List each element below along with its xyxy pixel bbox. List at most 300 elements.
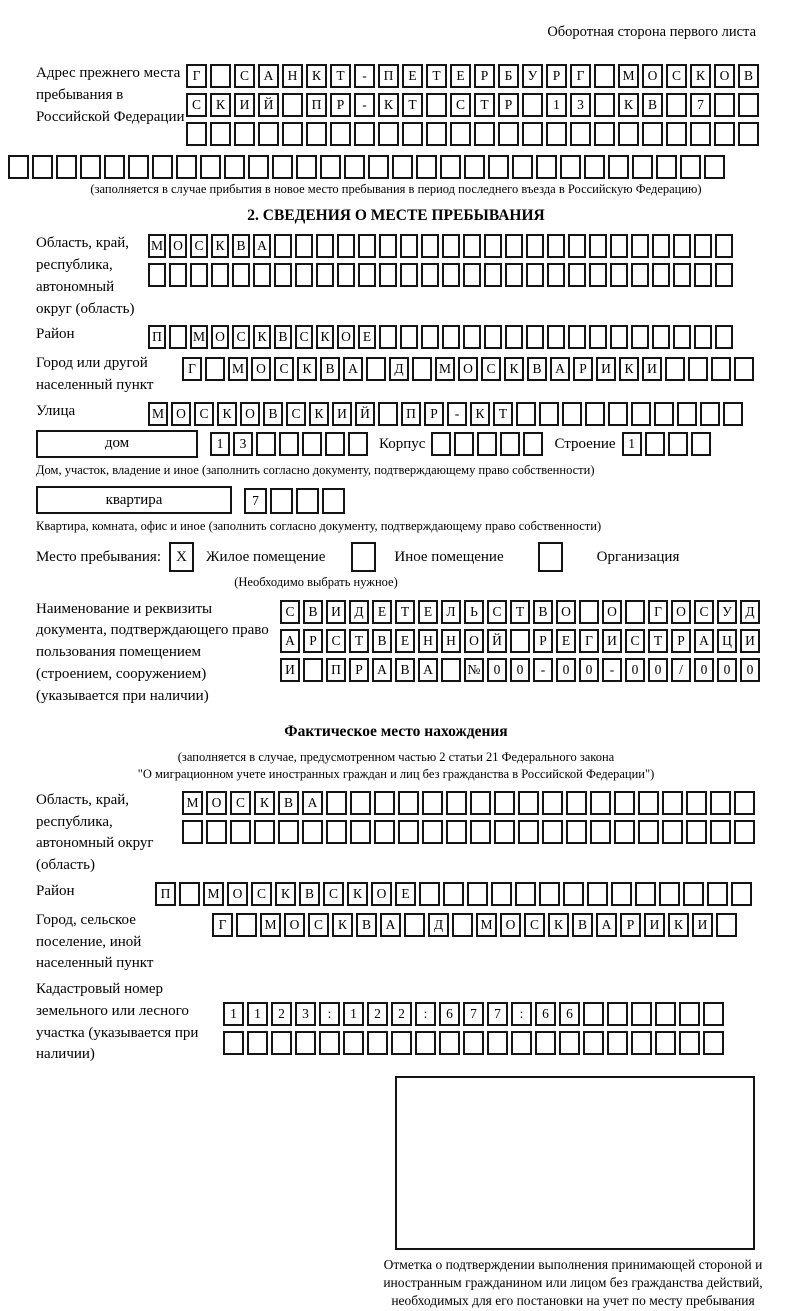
char-box[interactable]: [608, 155, 629, 179]
char-box[interactable]: [302, 432, 322, 456]
char-box[interactable]: М: [618, 64, 639, 88]
char-box[interactable]: А: [550, 357, 570, 381]
char-box[interactable]: [464, 155, 485, 179]
char-box[interactable]: [274, 234, 292, 258]
char-box[interactable]: [392, 155, 413, 179]
char-box[interactable]: [470, 791, 491, 815]
char-box[interactable]: [579, 600, 599, 624]
char-box[interactable]: О: [500, 913, 521, 937]
char-box[interactable]: Т: [493, 402, 513, 426]
char-box[interactable]: [673, 263, 691, 287]
char-box[interactable]: [295, 1031, 316, 1055]
char-box[interactable]: В: [738, 64, 759, 88]
char-box[interactable]: [337, 263, 355, 287]
char-box[interactable]: [271, 1031, 292, 1055]
char-box[interactable]: [210, 122, 231, 146]
char-box[interactable]: 0: [556, 658, 576, 682]
char-box[interactable]: О: [169, 234, 187, 258]
char-box[interactable]: :: [511, 1002, 532, 1026]
char-box[interactable]: [583, 1002, 604, 1026]
char-box[interactable]: Т: [349, 629, 369, 653]
char-box[interactable]: С: [251, 882, 272, 906]
char-box[interactable]: 1: [343, 1002, 364, 1026]
char-box[interactable]: Р: [474, 64, 495, 88]
char-box[interactable]: [562, 402, 582, 426]
char-box[interactable]: [354, 122, 375, 146]
char-box[interactable]: С: [286, 402, 306, 426]
char-box[interactable]: [700, 402, 720, 426]
char-box[interactable]: [679, 1002, 700, 1026]
char-box[interactable]: [652, 263, 670, 287]
char-box[interactable]: /: [671, 658, 691, 682]
char-box[interactable]: [542, 820, 563, 844]
char-box[interactable]: С: [232, 325, 250, 349]
char-box[interactable]: 7: [463, 1002, 484, 1026]
char-box[interactable]: Г: [182, 357, 202, 381]
char-box[interactable]: Б: [498, 64, 519, 88]
char-box[interactable]: [400, 234, 418, 258]
char-box[interactable]: [8, 155, 29, 179]
char-box[interactable]: [715, 234, 733, 258]
char-box[interactable]: [584, 155, 605, 179]
char-box[interactable]: Д: [349, 600, 369, 624]
char-box[interactable]: [662, 791, 683, 815]
char-box[interactable]: 1: [247, 1002, 268, 1026]
checkbox-organizatsiya[interactable]: [538, 542, 563, 572]
char-box[interactable]: [655, 1031, 676, 1055]
char-box[interactable]: [316, 263, 334, 287]
char-box[interactable]: [452, 913, 473, 937]
char-box[interactable]: [398, 791, 419, 815]
char-box[interactable]: Ц: [717, 629, 737, 653]
char-box[interactable]: [587, 882, 608, 906]
char-box[interactable]: [230, 820, 251, 844]
char-box[interactable]: К: [309, 402, 329, 426]
char-box[interactable]: О: [642, 64, 663, 88]
char-box[interactable]: [594, 122, 615, 146]
char-box[interactable]: [350, 820, 371, 844]
char-box[interactable]: [306, 122, 327, 146]
char-box[interactable]: [505, 325, 523, 349]
char-box[interactable]: С: [274, 357, 294, 381]
char-box[interactable]: [547, 325, 565, 349]
char-box[interactable]: А: [694, 629, 714, 653]
char-box[interactable]: [738, 122, 759, 146]
char-box[interactable]: [716, 913, 737, 937]
char-box[interactable]: К: [210, 93, 231, 117]
char-box[interactable]: К: [316, 325, 334, 349]
char-box[interactable]: [374, 820, 395, 844]
char-box[interactable]: [421, 325, 439, 349]
char-box[interactable]: Т: [474, 93, 495, 117]
char-box[interactable]: К: [211, 234, 229, 258]
char-box[interactable]: [474, 122, 495, 146]
char-box[interactable]: Р: [498, 93, 519, 117]
char-box[interactable]: Р: [330, 93, 351, 117]
char-box[interactable]: [374, 791, 395, 815]
char-box[interactable]: [655, 1002, 676, 1026]
char-box[interactable]: [688, 357, 708, 381]
char-box[interactable]: [467, 882, 488, 906]
char-box[interactable]: [656, 155, 677, 179]
char-box[interactable]: [607, 1031, 628, 1055]
char-box[interactable]: [303, 658, 323, 682]
char-box[interactable]: [694, 325, 712, 349]
char-box[interactable]: В: [372, 629, 392, 653]
char-box[interactable]: [378, 402, 398, 426]
char-box[interactable]: [715, 325, 733, 349]
char-box[interactable]: И: [234, 93, 255, 117]
char-box[interactable]: К: [619, 357, 639, 381]
char-box[interactable]: [703, 1002, 724, 1026]
char-box[interactable]: [463, 1031, 484, 1055]
char-box[interactable]: О: [602, 600, 622, 624]
char-box[interactable]: [446, 820, 467, 844]
char-box[interactable]: [539, 402, 559, 426]
char-box[interactable]: Р: [620, 913, 641, 937]
char-box[interactable]: О: [671, 600, 691, 624]
char-box[interactable]: [652, 234, 670, 258]
char-box[interactable]: [607, 1002, 628, 1026]
char-box[interactable]: [662, 820, 683, 844]
char-box[interactable]: [734, 791, 755, 815]
char-box[interactable]: С: [186, 93, 207, 117]
char-box[interactable]: Г: [186, 64, 207, 88]
char-box[interactable]: П: [306, 93, 327, 117]
char-box[interactable]: С: [450, 93, 471, 117]
char-box[interactable]: [610, 263, 628, 287]
char-box[interactable]: Р: [424, 402, 444, 426]
char-box[interactable]: [236, 913, 257, 937]
char-box[interactable]: Р: [671, 629, 691, 653]
char-box[interactable]: [583, 1031, 604, 1055]
char-box[interactable]: [182, 820, 203, 844]
char-box[interactable]: К: [297, 357, 317, 381]
char-box[interactable]: [535, 1031, 556, 1055]
char-box[interactable]: [404, 913, 425, 937]
char-box[interactable]: [500, 432, 520, 456]
char-box[interactable]: [296, 155, 317, 179]
char-box[interactable]: [463, 263, 481, 287]
char-box[interactable]: [450, 122, 471, 146]
char-box[interactable]: Т: [330, 64, 351, 88]
char-box[interactable]: [734, 357, 754, 381]
char-box[interactable]: [570, 122, 591, 146]
char-box[interactable]: [56, 155, 77, 179]
char-box[interactable]: 2: [271, 1002, 292, 1026]
char-box[interactable]: А: [258, 64, 279, 88]
char-box[interactable]: [224, 155, 245, 179]
char-box[interactable]: П: [401, 402, 421, 426]
char-box[interactable]: Т: [426, 64, 447, 88]
char-box[interactable]: [568, 263, 586, 287]
char-box[interactable]: О: [171, 402, 191, 426]
char-box[interactable]: [258, 122, 279, 146]
char-box[interactable]: [631, 1031, 652, 1055]
char-box[interactable]: [683, 882, 704, 906]
char-box[interactable]: [319, 1031, 340, 1055]
char-box[interactable]: Р: [533, 629, 553, 653]
char-box[interactable]: [295, 234, 313, 258]
char-box[interactable]: 6: [535, 1002, 556, 1026]
char-box[interactable]: [343, 1031, 364, 1055]
char-box[interactable]: [247, 1031, 268, 1055]
char-box[interactable]: [442, 263, 460, 287]
char-box[interactable]: В: [299, 882, 320, 906]
char-box[interactable]: [594, 64, 615, 88]
char-box[interactable]: И: [740, 629, 760, 653]
checkbox-inoe-pomeshchenie[interactable]: [351, 542, 376, 572]
char-box[interactable]: С: [234, 64, 255, 88]
char-box[interactable]: С: [194, 402, 214, 426]
char-box[interactable]: Е: [395, 629, 415, 653]
char-box[interactable]: К: [470, 402, 490, 426]
char-box[interactable]: 7: [690, 93, 711, 117]
char-box[interactable]: 1: [622, 432, 642, 456]
char-box[interactable]: [296, 488, 319, 514]
char-box[interactable]: [515, 882, 536, 906]
char-box[interactable]: [703, 1031, 724, 1055]
char-box[interactable]: У: [717, 600, 737, 624]
char-box[interactable]: [654, 402, 674, 426]
char-box[interactable]: [723, 402, 743, 426]
char-box[interactable]: [270, 488, 293, 514]
char-box[interactable]: [463, 325, 481, 349]
char-box[interactable]: 0: [648, 658, 668, 682]
char-box[interactable]: О: [337, 325, 355, 349]
char-box[interactable]: 3: [233, 432, 253, 456]
char-box[interactable]: [320, 155, 341, 179]
char-box[interactable]: [463, 234, 481, 258]
char-box[interactable]: Р: [573, 357, 593, 381]
char-box[interactable]: [422, 820, 443, 844]
char-box[interactable]: В: [356, 913, 377, 937]
char-box[interactable]: С: [295, 325, 313, 349]
char-box[interactable]: [738, 93, 759, 117]
char-box[interactable]: [522, 93, 543, 117]
char-box[interactable]: [484, 263, 502, 287]
char-box[interactable]: [415, 1031, 436, 1055]
char-box[interactable]: [391, 1031, 412, 1055]
char-box[interactable]: [645, 432, 665, 456]
char-box[interactable]: М: [190, 325, 208, 349]
char-box[interactable]: [454, 432, 474, 456]
char-box[interactable]: [169, 325, 187, 349]
char-box[interactable]: 2: [367, 1002, 388, 1026]
char-box[interactable]: К: [618, 93, 639, 117]
char-box[interactable]: [234, 122, 255, 146]
char-box[interactable]: [714, 93, 735, 117]
char-box[interactable]: [484, 325, 502, 349]
char-box[interactable]: [426, 93, 447, 117]
char-box[interactable]: [400, 263, 418, 287]
char-box[interactable]: -: [602, 658, 622, 682]
char-box[interactable]: [302, 820, 323, 844]
char-box[interactable]: А: [380, 913, 401, 937]
char-box[interactable]: П: [148, 325, 166, 349]
char-box[interactable]: [542, 791, 563, 815]
char-box[interactable]: С: [323, 882, 344, 906]
char-box[interactable]: [659, 882, 680, 906]
char-box[interactable]: [253, 263, 271, 287]
char-box[interactable]: В: [572, 913, 593, 937]
char-box[interactable]: О: [464, 629, 484, 653]
char-box[interactable]: 0: [510, 658, 530, 682]
char-box[interactable]: [608, 402, 628, 426]
char-box[interactable]: [491, 882, 512, 906]
char-box[interactable]: [512, 155, 533, 179]
char-box[interactable]: [282, 93, 303, 117]
char-box[interactable]: [379, 263, 397, 287]
char-box[interactable]: О: [251, 357, 271, 381]
char-box[interactable]: [665, 357, 685, 381]
char-box[interactable]: [152, 155, 173, 179]
char-box[interactable]: В: [642, 93, 663, 117]
char-box[interactable]: [80, 155, 101, 179]
char-box[interactable]: [690, 122, 711, 146]
char-box[interactable]: [487, 1031, 508, 1055]
char-box[interactable]: [398, 820, 419, 844]
char-box[interactable]: В: [320, 357, 340, 381]
char-box[interactable]: И: [692, 913, 713, 937]
char-box[interactable]: К: [347, 882, 368, 906]
char-box[interactable]: [179, 882, 200, 906]
char-box[interactable]: Е: [418, 600, 438, 624]
char-box[interactable]: 1: [210, 432, 230, 456]
char-box[interactable]: [523, 432, 543, 456]
char-box[interactable]: [419, 882, 440, 906]
char-box[interactable]: С: [666, 64, 687, 88]
char-box[interactable]: О: [284, 913, 305, 937]
char-box[interactable]: И: [602, 629, 622, 653]
char-box[interactable]: [186, 122, 207, 146]
char-box[interactable]: [176, 155, 197, 179]
char-box[interactable]: [522, 122, 543, 146]
char-box[interactable]: [505, 234, 523, 258]
char-box[interactable]: [316, 234, 334, 258]
char-box[interactable]: О: [211, 325, 229, 349]
char-box[interactable]: Е: [395, 882, 416, 906]
char-box[interactable]: Е: [556, 629, 576, 653]
char-box[interactable]: [366, 357, 386, 381]
char-box[interactable]: Й: [487, 629, 507, 653]
char-box[interactable]: Е: [450, 64, 471, 88]
char-box[interactable]: [694, 234, 712, 258]
char-box[interactable]: С: [326, 629, 346, 653]
char-box[interactable]: 1: [546, 93, 567, 117]
char-box[interactable]: [618, 122, 639, 146]
char-box[interactable]: 0: [487, 658, 507, 682]
char-box[interactable]: [625, 600, 645, 624]
char-box[interactable]: Г: [648, 600, 668, 624]
char-box[interactable]: Ь: [464, 600, 484, 624]
char-box[interactable]: А: [343, 357, 363, 381]
char-box[interactable]: [638, 791, 659, 815]
char-box[interactable]: А: [302, 791, 323, 815]
char-box[interactable]: Д: [428, 913, 449, 937]
char-box[interactable]: :: [319, 1002, 340, 1026]
char-box[interactable]: [104, 155, 125, 179]
char-box[interactable]: [325, 432, 345, 456]
char-box[interactable]: [358, 263, 376, 287]
char-box[interactable]: И: [644, 913, 665, 937]
char-box[interactable]: Т: [402, 93, 423, 117]
char-box[interactable]: М: [182, 791, 203, 815]
char-box[interactable]: 2: [391, 1002, 412, 1026]
char-box[interactable]: [494, 791, 515, 815]
char-box[interactable]: [734, 820, 755, 844]
char-box[interactable]: С: [280, 600, 300, 624]
char-box[interactable]: В: [274, 325, 292, 349]
char-box[interactable]: [128, 155, 149, 179]
char-box[interactable]: [590, 791, 611, 815]
char-box[interactable]: А: [372, 658, 392, 682]
char-box[interactable]: Е: [372, 600, 392, 624]
char-box[interactable]: [642, 122, 663, 146]
char-box[interactable]: [421, 263, 439, 287]
char-box[interactable]: С: [524, 913, 545, 937]
char-box[interactable]: [539, 882, 560, 906]
char-box[interactable]: К: [306, 64, 327, 88]
char-box[interactable]: Г: [212, 913, 233, 937]
char-box[interactable]: Т: [395, 600, 415, 624]
char-box[interactable]: С: [481, 357, 501, 381]
char-box[interactable]: [505, 263, 523, 287]
char-box[interactable]: Е: [402, 64, 423, 88]
char-box[interactable]: [326, 820, 347, 844]
char-box[interactable]: 1: [223, 1002, 244, 1026]
char-box[interactable]: [400, 325, 418, 349]
char-box[interactable]: К: [332, 913, 353, 937]
char-box[interactable]: [714, 122, 735, 146]
char-box[interactable]: М: [148, 402, 168, 426]
char-box[interactable]: И: [332, 402, 352, 426]
char-box[interactable]: 6: [439, 1002, 460, 1026]
char-box[interactable]: [337, 234, 355, 258]
char-box[interactable]: [426, 122, 447, 146]
char-box[interactable]: [272, 155, 293, 179]
char-box[interactable]: [494, 820, 515, 844]
char-box[interactable]: [516, 402, 536, 426]
char-box[interactable]: [274, 263, 292, 287]
char-box[interactable]: С: [230, 791, 251, 815]
char-box[interactable]: А: [596, 913, 617, 937]
char-box[interactable]: [518, 791, 539, 815]
char-box[interactable]: [446, 791, 467, 815]
char-box[interactable]: [680, 155, 701, 179]
char-box[interactable]: Й: [355, 402, 375, 426]
char-box[interactable]: -: [354, 93, 375, 117]
char-box[interactable]: [547, 234, 565, 258]
checkbox-zhiloe-pomeshchenie[interactable]: X: [169, 542, 194, 572]
char-box[interactable]: [590, 820, 611, 844]
char-box[interactable]: [190, 263, 208, 287]
char-box[interactable]: [679, 1031, 700, 1055]
char-box[interactable]: [431, 432, 451, 456]
char-box[interactable]: [442, 234, 460, 258]
char-box[interactable]: В: [263, 402, 283, 426]
char-box[interactable]: С: [625, 629, 645, 653]
char-box[interactable]: [614, 791, 635, 815]
char-box[interactable]: 3: [570, 93, 591, 117]
char-box[interactable]: [638, 820, 659, 844]
char-box[interactable]: [412, 357, 432, 381]
char-box[interactable]: [211, 263, 229, 287]
char-box[interactable]: [547, 263, 565, 287]
apartment-type-box[interactable]: квартира: [36, 486, 232, 514]
char-box[interactable]: [378, 122, 399, 146]
char-box[interactable]: П: [378, 64, 399, 88]
